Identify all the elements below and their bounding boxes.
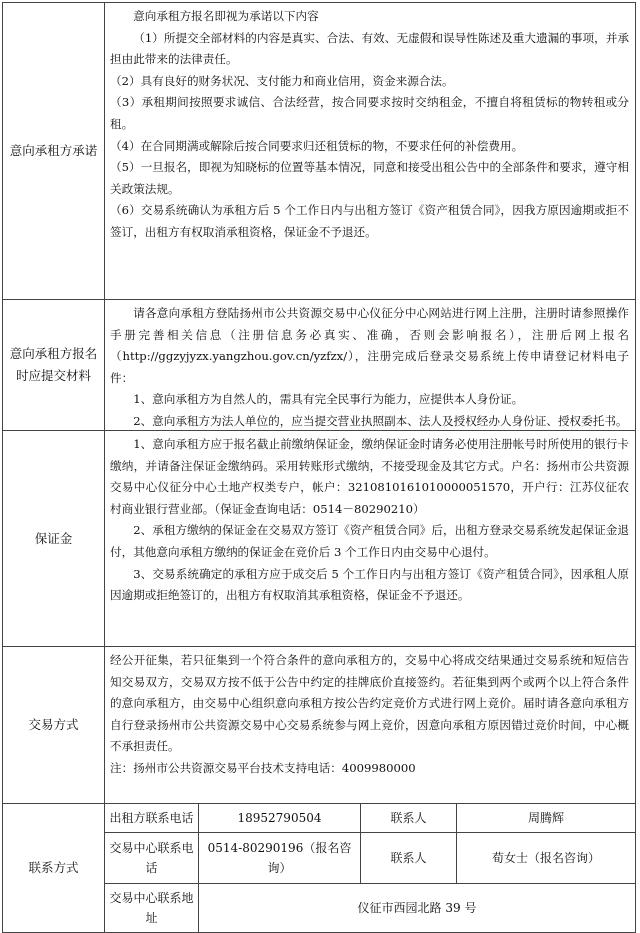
commitment-item: （1）所提交全部材料的内容是真实、合法、有效、无虚假和误导性陈述及重大遗漏的事项，并承担由此带来的法律责任。 bbox=[110, 30, 629, 67]
lessor-phone: 18952790504 bbox=[199, 804, 361, 832]
commitment-item: （4）在合同期满或解除后按合同要求归还租赁标的物，不要求任何的补偿费用。 bbox=[110, 138, 524, 153]
commitment-row bbox=[2, 2, 636, 299]
contact-row bbox=[2, 803, 636, 933]
commitment-item: （2）具有良好的财务状况、支付能力和商业信用，资金来源合法。 bbox=[110, 73, 454, 88]
contact-subrow bbox=[105, 833, 635, 884]
materials-label: 意向承租方报名时应提交材料 bbox=[3, 300, 105, 430]
center-address-label: 交易中心联系地址 bbox=[105, 884, 199, 932]
deposit-item: 3、交易系统确定的承租方应于成交后 5 个工作日内与出租方签订《资产租赁合同》，因承租人原因逾期或拒绝签订的，出租方有权取消其承租资格，保证金不予退还。 bbox=[110, 566, 629, 603]
trade-label: 交易方式 bbox=[3, 647, 105, 803]
trade-note: 注：扬州市公共资源交易平台技术支持电话：4009980000 bbox=[110, 760, 416, 775]
commitment-item: （5）一旦报名，即视为知晓标的位置等基本情况，同意和接受出租公告中的全部条件和要求，遵守相关政策法规。 bbox=[110, 160, 629, 196]
materials-item: 2、意向承租方为法人单位的，应当提交营业执照副本、法人及授权经办人身份证、授权委托书。 bbox=[133, 413, 628, 428]
contact-subrow bbox=[105, 804, 635, 833]
lessor-person-label: 联系人 bbox=[361, 804, 457, 832]
deposit-label: 保证金 bbox=[3, 431, 105, 646]
center-person: 荀女士（报名咨询） bbox=[491, 851, 600, 865]
center-phone: 0514-80290196（报名咨询） bbox=[199, 833, 361, 883]
deposit-item: 1、意向承租方应于报名截止前缴纳保证金，缴纳保证金时请务必使用注册帐号时所使用的银行卡缴纳，并请备注保证金缴纳码。采用转账形式缴纳，不接受现金及其它方式。户名：扬州市公共资源交易中心仪征分中心土地产权类专户，帐户：3210810161010000051570，开户行：江苏仪征农村商业银行营业部。（保证金查询电话：0514－80290210） bbox=[110, 437, 629, 516]
center-address: 仪征市西园北路 39 号 bbox=[357, 901, 477, 915]
commitment-heading: 意向承租方报名即视为承诺以下内容 bbox=[133, 9, 319, 23]
contact-table bbox=[105, 804, 635, 932]
materials-content bbox=[105, 300, 635, 430]
lessor-phone-label: 出租方联系电话 bbox=[105, 804, 199, 832]
commitment-content bbox=[105, 3, 635, 299]
center-person-label: 联系人 bbox=[361, 833, 457, 883]
deposit-row bbox=[2, 430, 636, 646]
commitment-label: 意向承租方承诺 bbox=[3, 3, 105, 299]
deposit-item: 2、承租方缴纳的保证金在交易双方签订《资产租赁合同》后，出租方登录交易系统发起保证金退付，其他意向承租方缴纳的保证金在竞价后 3 个工作日内由交易中心退付。 bbox=[110, 523, 629, 559]
materials-intro: 请各意向承租方登陆扬州市公共资源交易中心仪征分中心网站进行网上注册，注册时请参照操作手册完善相关信息（注册信息务必真实、准确，否则会影响报名），注册后网上报名（http://ggzyjyzx.yangzhou.gov.cn/yzfzx/），注册完成后登录交易系统上传申请登记材料电子件： bbox=[110, 306, 629, 385]
lessor-person: 周腾辉 bbox=[527, 811, 564, 825]
commitment-item: （3）承租期间按照要求诚信、合法经营，按合同要求按时交纳租金，不擅自将租赁标的物转租或分租。 bbox=[110, 95, 629, 131]
trade-content bbox=[105, 647, 635, 803]
trade-row bbox=[2, 646, 636, 803]
contact-label: 联系方式 bbox=[3, 804, 105, 932]
notice-table bbox=[2, 2, 636, 933]
contact-subrow bbox=[105, 884, 635, 932]
commitment-item: （6）交易系统确认为承租方后 5 个工作日内与出租方签订《资产租赁合同》，因我方原因逾期或拒不签订，出租方有权取消承租资格，保证金不予退还。 bbox=[110, 203, 629, 239]
materials-row bbox=[2, 299, 636, 430]
deposit-content bbox=[105, 431, 635, 646]
center-phone-label: 交易中心联系电话 bbox=[105, 833, 199, 883]
materials-item: 1、意向承租方为自然人的，需具有完全民事行为能力，应提供本人身份证。 bbox=[133, 392, 524, 407]
trade-text: 经公开征集，若只征集到一个符合条件的意向承租方的，交易中心将成交结果通过交易系统和短信告知交易双方，交易双方按不低于公告中约定的挂牌底价直接签约。若征集到两个或两个以上符合条件的意向承租方，由交易中心组织意向承租方按公告约定竞价方式进行网上竞价。届时请各意向承租方自行登录扬州市公共资源交易中心交易系统参与网上竞价，因意向承租方原因错过竞价时间，中心概不承担责任。 bbox=[110, 653, 629, 754]
